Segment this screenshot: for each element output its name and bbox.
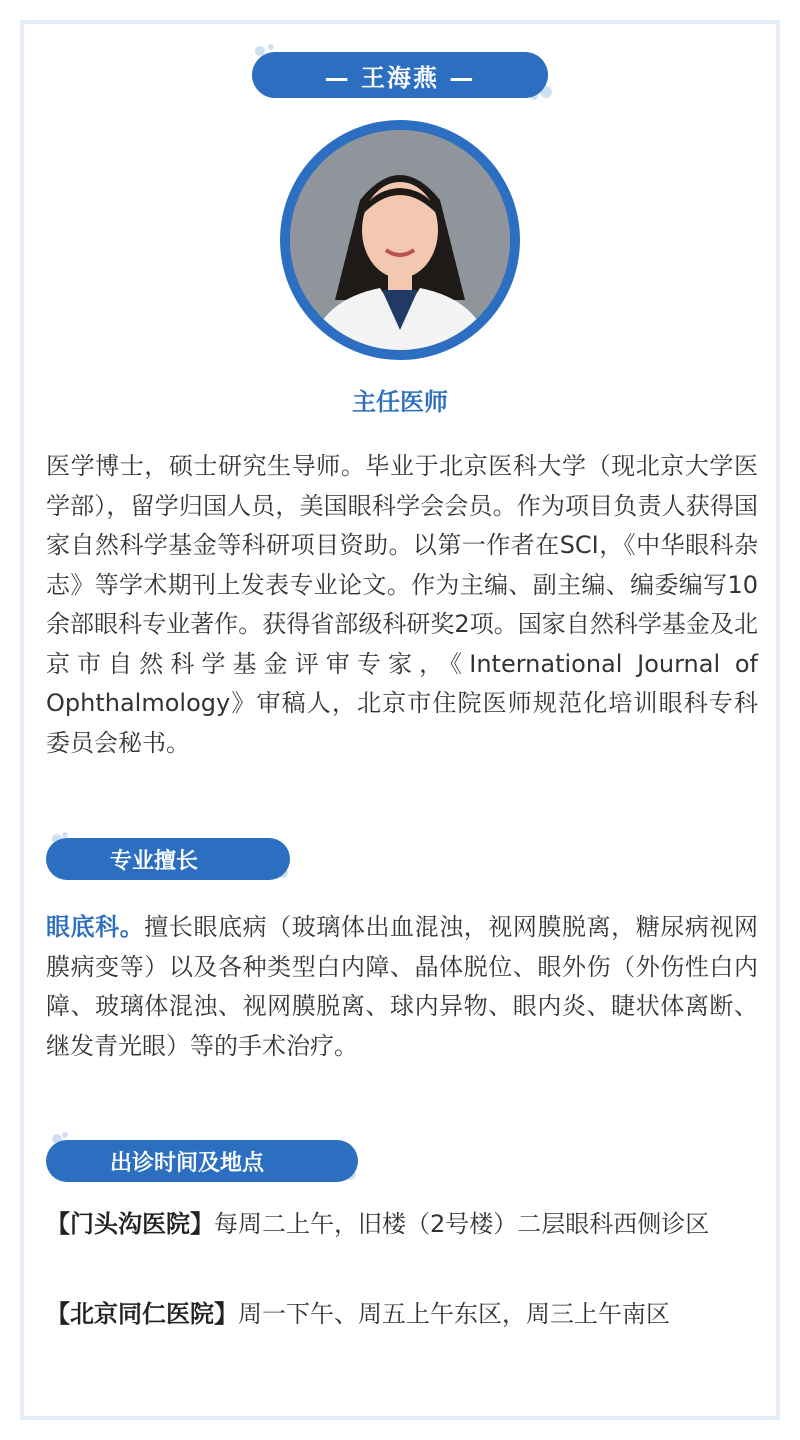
schedule-detail: 每周二上午，旧楼（2号楼）二层眼科西侧诊区 bbox=[214, 1210, 710, 1238]
schedule-header bbox=[46, 1140, 358, 1182]
doctor-name: — 王海燕 — bbox=[324, 63, 476, 92]
avatar bbox=[290, 130, 510, 350]
doctor-title: 主任医师 bbox=[352, 388, 448, 416]
schedule-detail: 周一下午、周五上午东区，周三上午南区 bbox=[238, 1300, 670, 1328]
avatar-frame bbox=[280, 120, 520, 360]
specialty-text bbox=[46, 908, 758, 1066]
schedule-entry bbox=[46, 1205, 758, 1243]
specialty-header bbox=[46, 838, 290, 880]
schedule-entry bbox=[46, 1295, 758, 1333]
decor-dot bbox=[268, 44, 274, 50]
schedule-header-label: 出诊时间及地点 bbox=[110, 1150, 265, 1176]
doctor-bio: 医学博士，硕士研究生导师。毕业于北京医科大学（现北京大学医学部），留学归国人员，美国眼科学会会员。作为项目负责人获得国家自然科学基金等科研项目资助。以第一作者在SCI，《中华眼科杂志》等学术期刊上发表专业论文。作为主编、副主编、编委编写10余部眼科专业著作。获得省部级科研奖2项。国家自然科学基金及北京市自然科学基金评审专家，《International Journal of Ophthalmology》审稿人，北京市住院医师规范化培训眼科专科委员会秘书。 bbox=[46, 452, 758, 757]
decor-dot bbox=[62, 1132, 68, 1138]
schedule-hospital: 【门头沟医院】 bbox=[46, 1210, 214, 1238]
doctor-name-banner bbox=[252, 52, 548, 98]
specialty-header-label: 专业擅长 bbox=[110, 848, 199, 874]
specialty-highlight: 眼底科。 bbox=[46, 913, 145, 941]
schedule-hospital: 【北京同仁医院】 bbox=[46, 1300, 238, 1328]
specialty-description: 擅长眼底病（玻璃体出血混浊，视网膜脱离，糖尿病视网膜病变等）以及各种类型白内障、晶体脱位、眼外伤（外伤性白内障、玻璃体混浊、视网膜脱离、球内异物、眼内炎、睫状体离断、继发青光眼）等的手术治疗。 bbox=[46, 913, 759, 1060]
doctor-portrait-icon bbox=[290, 130, 510, 350]
